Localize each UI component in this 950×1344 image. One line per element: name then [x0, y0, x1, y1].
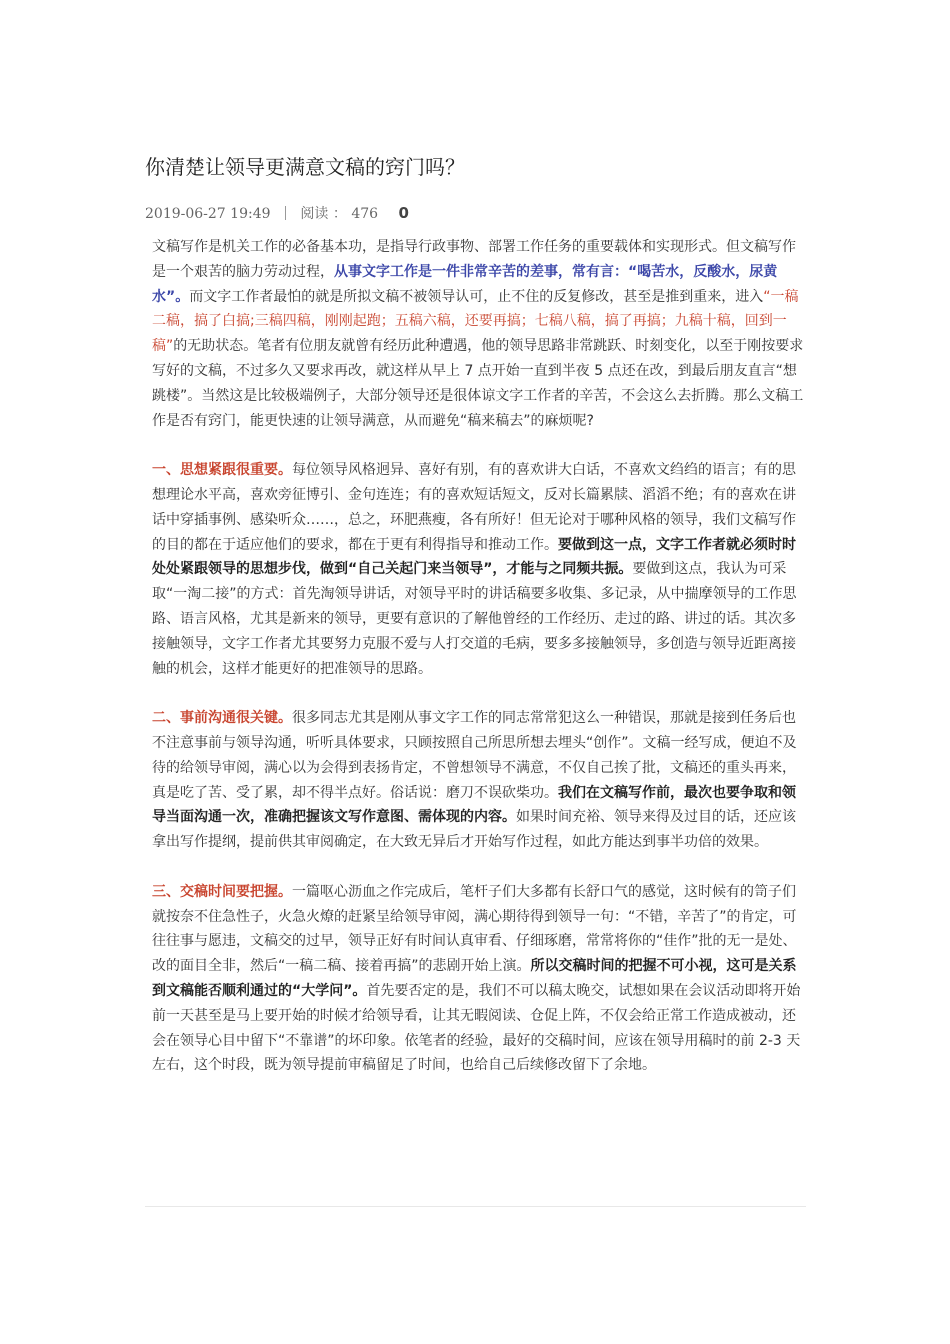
section-3-text-2: 首先要否定的是，我们不可以稿太晚交，试想如果在会议活动即将开始前一天甚至是马上要开始的时候才给领导看，让其无暇阅读、仓促上阵，不仅会给正常工作造成被动，还会在领导心目中留下“不靠谱”的坏印象。依笔者的经验，最好的交稿时间，应该在领导用稿时的前 2-3 天左右，这个时段，既为领导提前审稿留足了时间，也给自己后续修改留下了余地。 — [152, 982, 801, 1074]
footer-divider — [145, 1206, 806, 1207]
section-2-text-2: 如果时间充裕、领导来得及过目的话，还应该拿出写作提纲，提前供其审阅确定，在大致无异后才开始写作过程，如此方能达到事半功倍的效果。 — [152, 809, 796, 851]
article-meta — [145, 201, 409, 225]
read-label: 阅读 ： — [300, 206, 347, 222]
section-3-text-1: 一篇呕心沥血之作完成后，笔杆子们大多都有长舒口气的感觉，这时候有的笥子们就按奈不住急性子，火急火燎的赶紧呈给领导审阅，满心期待得到领导一句：“不错，辛苦了”的肯定，可往往事与愿违，文稿交的过早，领导正好有时间认真审看、仔细琢磨，常常将你的“佳作”批的无一是处、改的面目全非，然后“一稿二稿、接着再搞”的悲剧开始上演。 — [152, 883, 797, 975]
section-3-bold: 所以交稿时间的把握不可小视，这可是关系到文稿能否顺利通过的“大学问”。 — [152, 958, 797, 999]
section-3-paragraph — [152, 880, 808, 1078]
meta-divider — [285, 206, 286, 220]
article-title: 你清楚让领导更满意文稿的窍门吗？ — [145, 155, 465, 179]
section-2-text-1: 很多同志尤其是刚从事文字工作的同志常常犯这么一种错误，那就是接到任务后也不注意事前与领导沟通，听听具体要求，只顾按照自己所思所想去埋头“创作”。文稿一经写成，便迫不及待的给领导审阅，满心以为会得到表扬肯定，不曾想领导不满意，不仅自己挨了批，文稿还的重头再来，真是吃了苦、受了累，却不得半点好。俗话说：磨刀不误砍柴功。 — [152, 710, 797, 801]
intro-paragraph — [152, 235, 808, 433]
intro-text-2: 而文字工作者最怕的就是所拟文稿不被领导认可，止不住的反复修改，甚至是推到重来，进入 — [189, 288, 764, 305]
section-3-heading: 三、交稿时间要把握。 — [152, 883, 292, 900]
intro-highlight-blue: 从事文字工作是一件非常辛苦的差事，常有言：“喝苦水，反酸水，尿黄水”。 — [152, 263, 778, 305]
section-1-heading: 一、思想紧跟很重要。 — [152, 462, 292, 479]
publish-datetime: 2019-06-27 19:49 — [145, 206, 271, 222]
section-2-paragraph — [152, 706, 808, 855]
section-1-text-2: 要做到这点，我认为可采取“一淘二接”的方式：首先淘领导讲话，对领导平时的讲话稿要多收集、多记录，从中揣摩领导的工作思路、语言风格，尤其是新来的领导，更要有意识的了解他曾经的工作经历、走过的路、讲过的话。其次多接触领导，文字工作者尤其要努力克服不爱与人打交道的毛病，要多多接触领导，多创造与领导近距离接触的机会，这样才能更好的把准领导的思路。 — [152, 561, 797, 677]
intro-text-3: 的无助状态。笔者有位朋友就曾有经历此种遭遇，他的领导思路非常跳跃、时刻变化，以至于刚按要求写好的文稿，不过多久又要求再改，就这样从早上 7 点开始一直到半夜 5 点还在改，到最后朋友直言“想跳楼”。当然这是比较极端例子，大部分领导还是很体谅文字工作者的辛苦，不会这么去折腾。那么文稿工作是否有窍门，能更快速的让领导满意，从而避免“稿来稿去”的麻烦呢? — [152, 338, 804, 429]
section-1-text-1: 每位领导风格迥异、喜好有别，有的喜欢讲大白话，不喜欢文绉绉的语言；有的思想理论水平高，喜欢旁征博引、金句连连；有的喜欢短话短文，反对长篇累牍、滔滔不绝；有的喜欢在讲话中穿插事例、感染听众……，总之，环肥燕瘦，各有所好！但无论对于哪种风格的领导，我们文稿写作的目的都在于适应他们的要求，都在于更有利得指导和推动工作。 — [152, 462, 796, 553]
intro-text-1: 文稿写作是机关工作的必备基本功，是指导行政事物、部署工作任务的重要载体和实现形式。但文稿写作是一个艰苦的脑力劳动过程， — [152, 239, 796, 280]
section-2-bold: 我们在文稿写作前，最次也要争取和领导当面沟通一次，准确把握该文写作意图、需体现的内容。 — [152, 784, 796, 826]
comment-count[interactable]: 0 — [398, 204, 409, 222]
section-1-bold: 要做到这一点，文字工作者就必须时时处处紧跟领导的思想步伐，做到“自己关起门来当领导”，才能与之同频共振。 — [152, 536, 796, 578]
section-1-paragraph — [152, 458, 808, 681]
read-count: 476 — [351, 206, 379, 222]
section-2-heading: 二、事前沟通很关键。 — [152, 710, 292, 727]
intro-highlight-red: “一稿二稿，搞了白搞;三稿四稿，刚刚起跑；五稿六稿，还要再搞；七稿八稿，搞了再搞；九稿十稿，回到一稿” — [152, 288, 799, 355]
article-body — [152, 235, 808, 1103]
